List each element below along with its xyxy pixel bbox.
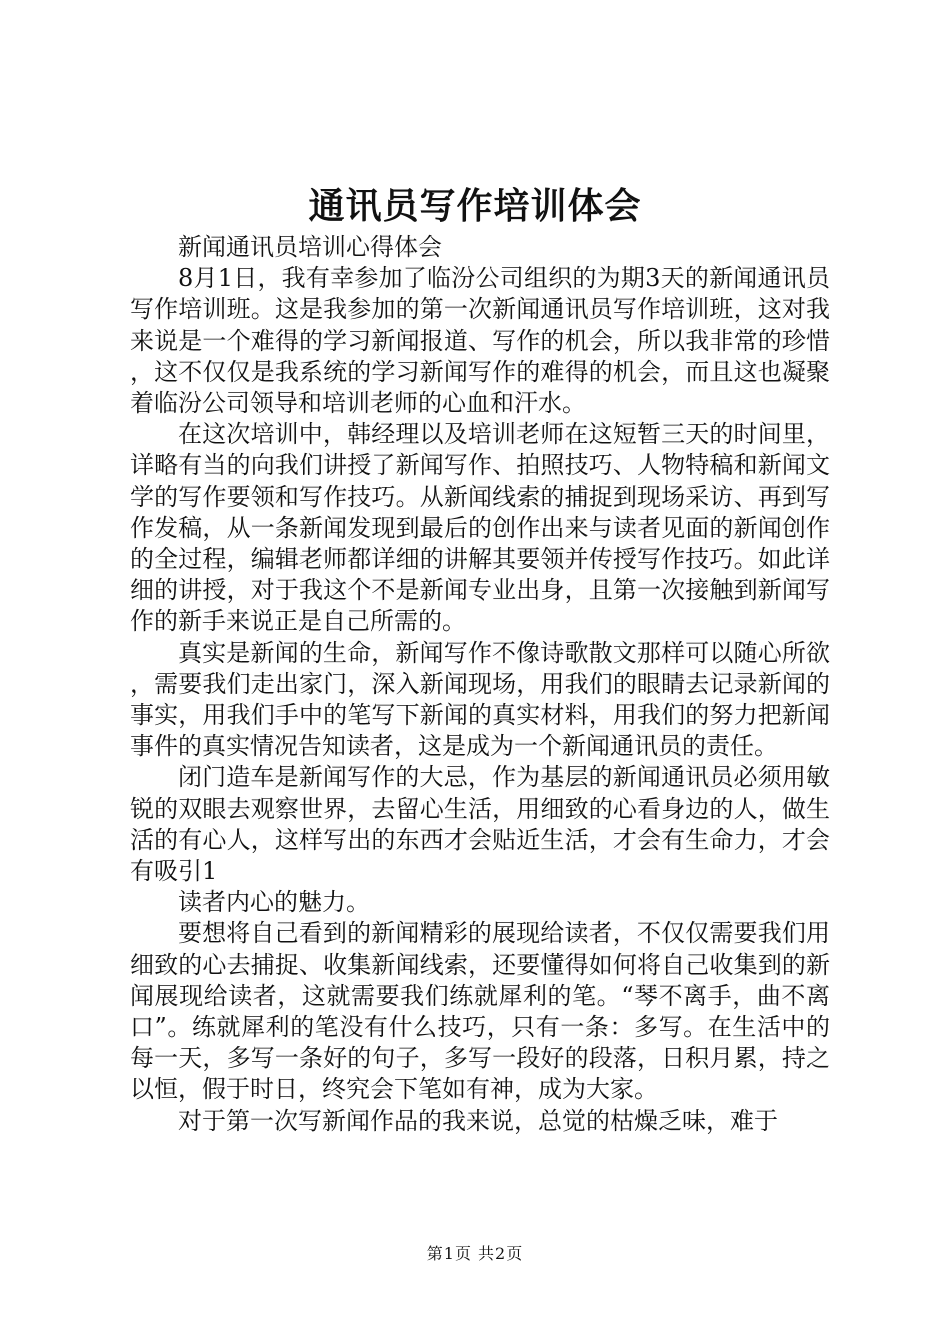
paragraph: 读者内心的魅力。 xyxy=(178,888,370,917)
paragraph: 对于第一次写新闻作品的我来说，总觉的枯燥乏味，难于 xyxy=(178,1106,778,1135)
document-title: 通讯员写作培训体会 xyxy=(308,185,642,227)
paragraph: 8月1日，我有幸参加了临汾公司组织的为期3天的新闻通讯员写作培训班。这是我参加的第一次新闻通讯员写作培训班，这对我来说是一个难得的学习新闻报道、写作的机会，所以我非常的珍惜，这不仅仅是我系统的学习新闻写作的难得的机会，而且这也凝聚着临汾公司领导和培训老师的心血和汗水。 xyxy=(130,264,830,418)
paragraph-subtitle: 新闻通讯员培训心得体会 xyxy=(178,233,442,261)
paragraph: 要想将自己看到的新闻精彩的展现给读者，不仅仅需要我们用细致的心去捕捉、收集新闻线索，还要懂得如何将自己收集到的新闻展现给读者，这就需要我们练就犀利的笔。“琴不离手，曲不离口”。练就犀利的笔没有什么技巧，只有一条：多写。在生活中的每一天，多写一条好的句子，多写一段好的段落，日积月累，持之以恒，假于时日，终究会下笔如有神，成为大家。 xyxy=(130,919,830,1104)
paragraph: 在这次培训中，韩经理以及培训老师在这短暂三天的时间里，详略有当的向我们讲授了新闻写作、拍照技巧、人物特稿和新闻文学的写作要领和写作技巧。从新闻线索的捕捉到现场采访、再到写作发稿，从一条新闻发现到最后的创作出来与读者见面的新闻创作的全过程，编辑老师都详细的讲解其要领并传授写作技巧。如此详细的讲授，对于我这个不是新闻专业出身，且第一次接触到新闻写作的新手来说正是自己所需的。 xyxy=(130,420,830,636)
page-number-footer: 第1页 共2页 xyxy=(426,1244,524,1263)
paragraph: 真实是新闻的生命，新闻写作不像诗歌散文那样可以随心所欲，需要我们走出家门，深入新闻现场，用我们的眼睛去记录新闻的事实，用我们手中的笔写下新闻的真实材料，用我们的努力把新闻事件的真实情况告知读者，这是成为一个新闻通讯员的责任。 xyxy=(130,638,830,761)
paragraph: 闭门造车是新闻写作的大忌，作为基层的新闻通讯员必须用敏锐的双眼去观察世界，去留心生活，用细致的心看身边的人，做生活的有心人，这样写出的东西才会贴近生活，才会有生命力，才会有吸引1 xyxy=(130,763,830,886)
document-body xyxy=(130,232,830,1137)
